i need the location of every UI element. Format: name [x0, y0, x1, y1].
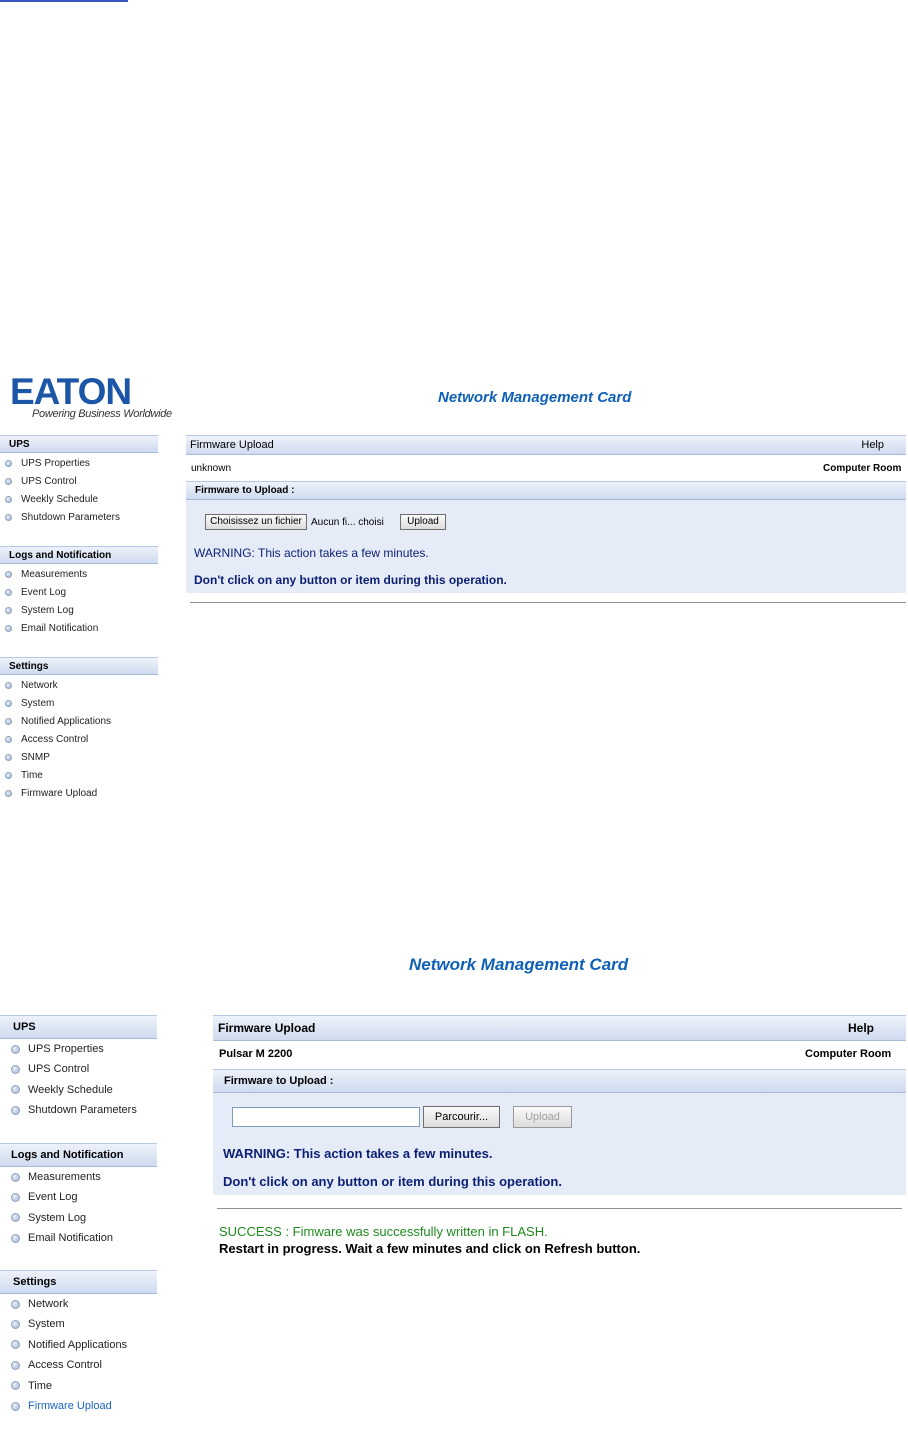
sidebar-header-logs-2: Logs and Notification: [0, 1143, 157, 1167]
sidebar-item-label: Notified Applications: [28, 1338, 128, 1351]
logo-wordmark: EATON: [10, 371, 132, 412]
sidebar-item-label: System: [21, 698, 55, 709]
sidebar-item-weekly-schedule-2[interactable]: [11, 1084, 113, 1096]
warning-line-1-2: WARNING: This action takes a few minutes.: [223, 1146, 493, 1161]
sidebar-item-measurements-2[interactable]: [11, 1171, 101, 1183]
success-message: SUCCESS : Fimware was successfully written in FLASH.: [219, 1224, 548, 1239]
sidebar-item-ups-control-2[interactable]: [11, 1063, 89, 1075]
sidebar-item-weekly-schedule[interactable]: [5, 494, 98, 505]
sidebar-item-label: Email Notification: [21, 623, 99, 634]
bullet-icon: [5, 772, 12, 779]
sidebar-item-label: System Log: [28, 1211, 87, 1224]
help-link[interactable]: Help: [861, 439, 884, 451]
sidebar-item-label: Measurements: [28, 1171, 101, 1184]
sidebar-item-label: UPS Properties: [28, 1043, 104, 1056]
sidebar-item-time-2[interactable]: [11, 1380, 52, 1392]
sidebar-item-label: Weekly Schedule: [21, 494, 99, 505]
sidebar-item-label: Firmware Upload: [21, 788, 98, 799]
sidebar-item-system[interactable]: [5, 698, 54, 709]
bullet-icon: [5, 754, 12, 761]
sidebar-item-email-notification-2[interactable]: [11, 1232, 113, 1244]
sidebar-item-label: Time: [21, 770, 43, 781]
divider-2: [217, 1208, 902, 1209]
sidebar-header-settings-2: Settings: [0, 1270, 157, 1294]
bullet-icon: [5, 682, 12, 689]
bullet-icon: [11, 1045, 20, 1054]
bullet-icon: [11, 1065, 20, 1074]
location-name: Computer Room: [823, 463, 902, 474]
sidebar-item-label: Event Log: [28, 1191, 78, 1204]
bullet-icon: [11, 1193, 20, 1202]
sidebar-item-shutdown-parameters[interactable]: [5, 512, 120, 523]
sidebar-header-logs: Logs and Notification: [0, 546, 158, 564]
bullet-icon: [11, 1320, 20, 1329]
device-name: unknown: [191, 463, 232, 474]
sidebar-item-label: Firmware Upload: [28, 1400, 112, 1413]
panel-title-2: Firmware Upload: [218, 1021, 316, 1035]
bullet-icon: [5, 790, 12, 797]
bullet-icon: [5, 496, 12, 503]
logo-tagline: Powering Business Worldwide: [32, 408, 172, 420]
sidebar-item-label: Shutdown Parameters: [21, 512, 120, 523]
bullet-icon: [11, 1300, 20, 1309]
bullet-icon: [5, 736, 12, 743]
sidebar-item-label: Event Log: [21, 587, 67, 598]
bullet-icon: [11, 1381, 20, 1390]
no-file-label: Aucun fi... choisi: [311, 517, 384, 528]
bullet-icon: [5, 478, 12, 485]
sidebar-item-email-notification[interactable]: [5, 623, 98, 634]
sidebar-item-label: Access Control: [21, 734, 89, 745]
bullet-icon: [11, 1173, 20, 1182]
sidebar-item-label: Access Control: [28, 1359, 102, 1372]
help-link-2[interactable]: Help: [847, 1021, 874, 1035]
sidebar-item-network-2[interactable]: [11, 1298, 68, 1310]
sidebar-item-label: UPS Properties: [21, 458, 90, 469]
sidebar-item-time[interactable]: [5, 770, 43, 781]
bullet-icon: [5, 625, 12, 632]
sidebar-item-label: Measurements: [21, 569, 88, 580]
bullet-icon: [5, 589, 12, 596]
sidebar-item-label: Network: [28, 1298, 69, 1311]
sidebar-item-label: Network: [21, 680, 58, 691]
bullet-icon: [5, 514, 12, 521]
file-path-input[interactable]: [232, 1107, 420, 1127]
sidebar-item-ups-properties[interactable]: [5, 458, 90, 469]
page-title-2: Network Management Card: [409, 955, 629, 974]
panel-header-2: [213, 1015, 906, 1041]
sidebar-item-label: SNMP: [21, 752, 50, 763]
sidebar-item-system-log-2[interactable]: [11, 1212, 86, 1224]
sidebar-header-settings: Settings: [0, 657, 158, 675]
sidebar-item-system-2[interactable]: [11, 1318, 65, 1330]
panel-title: Firmware Upload: [190, 439, 274, 451]
bullet-icon: [11, 1234, 20, 1243]
bullet-icon: [5, 460, 12, 467]
sidebar-item-system-log[interactable]: [5, 605, 74, 616]
bullet-icon: [5, 571, 12, 578]
sidebar-item-event-log-2[interactable]: [11, 1191, 78, 1203]
warning-line-2-2: Don't click on any button or item during this operation.: [223, 1174, 562, 1189]
upload-subheader: Firmware to Upload :: [186, 481, 906, 500]
sidebar-item-label: System Log: [21, 605, 74, 616]
bullet-icon: [11, 1213, 20, 1222]
upload-button[interactable]: Upload: [400, 514, 446, 530]
warning-line-1: WARNING: This action takes a few minutes.: [194, 546, 429, 560]
top-link-underline[interactable]: [0, 0, 128, 2]
sidebar-item-measurements[interactable]: [5, 569, 87, 580]
sidebar-item-label: Time: [28, 1379, 53, 1392]
bullet-icon: [5, 607, 12, 614]
location-name-2: Computer Room: [805, 1048, 892, 1060]
sidebar-item-firmware-upload-2[interactable]: [11, 1400, 112, 1412]
eaton-logo: [8, 371, 172, 424]
bullet-icon: [11, 1085, 20, 1094]
sidebar-item-label: Notified Applications: [21, 716, 112, 727]
bullet-icon: [11, 1106, 20, 1115]
sidebar-item-label: Email Notification: [28, 1232, 113, 1245]
sidebar-item-label: UPS Control: [21, 476, 77, 487]
sidebar-item-label: Shutdown Parameters: [28, 1104, 137, 1117]
sidebar-item-label: Weekly Schedule: [28, 1083, 113, 1096]
sidebar-item-label: UPS Control: [28, 1063, 90, 1076]
sidebar-header-ups: UPS: [0, 435, 158, 453]
sidebar-item-event-log[interactable]: [5, 587, 66, 598]
page-title: Network Management Card: [438, 389, 632, 406]
restart-message: Restart in progress. Wait a few minutes and click on Refresh button.: [219, 1241, 641, 1256]
sidebar-item-firmware-upload[interactable]: [5, 788, 97, 799]
sidebar-item-network[interactable]: [5, 680, 58, 691]
browse-button[interactable]: Parcourir...: [423, 1106, 500, 1128]
warning-line-2: Don't click on any button or item during this operation.: [194, 573, 507, 587]
upload-subheader-2: Firmware to Upload :: [213, 1069, 906, 1093]
bullet-icon: [11, 1361, 20, 1370]
upload-button-2[interactable]: Upload: [513, 1106, 572, 1128]
divider: [190, 602, 906, 603]
sidebar-item-snmp[interactable]: [5, 752, 50, 763]
sidebar-item-access-control-2[interactable]: [11, 1359, 102, 1371]
sidebar-item-label: System: [28, 1318, 65, 1331]
bullet-icon: [11, 1402, 20, 1411]
sidebar-item-ups-control[interactable]: [5, 476, 77, 487]
sidebar-item-access-control[interactable]: [5, 734, 88, 745]
choose-file-button[interactable]: Choisissez un fichier: [205, 514, 307, 530]
bullet-icon: [11, 1340, 20, 1349]
sidebar-item-notified-applications-2[interactable]: [11, 1339, 127, 1351]
bullet-icon: [5, 718, 12, 725]
sidebar-item-notified-applications[interactable]: [5, 716, 111, 727]
device-name-2: Pulsar M 2200: [219, 1048, 293, 1060]
sidebar-header-ups-2: UPS: [0, 1015, 157, 1039]
sidebar-item-ups-properties-2[interactable]: [11, 1043, 104, 1055]
bullet-icon: [5, 700, 12, 707]
panel-header: [186, 435, 906, 455]
sidebar-item-shutdown-parameters-2[interactable]: [11, 1104, 137, 1116]
